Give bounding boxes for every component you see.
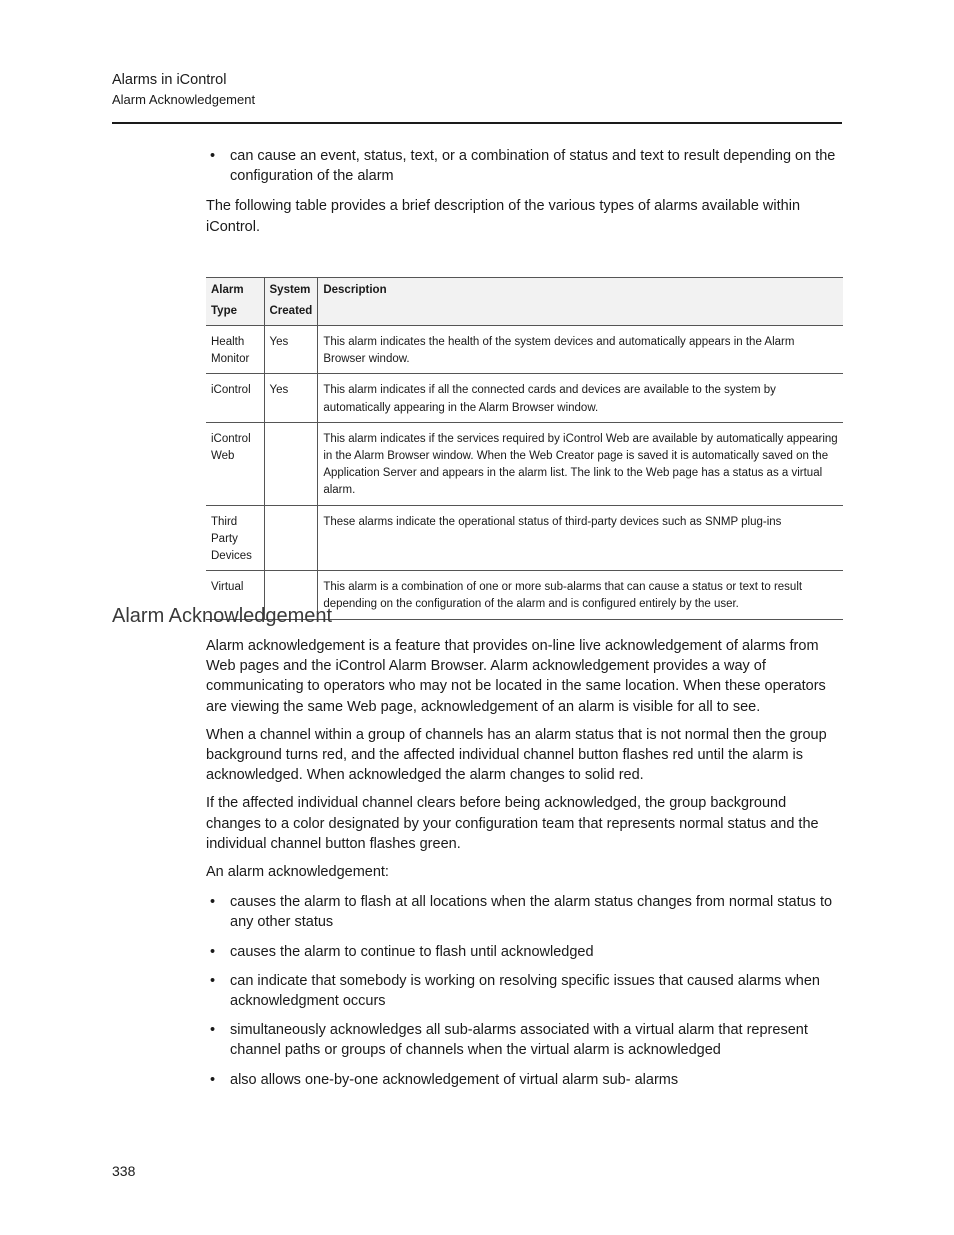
column-header-alarm-type: Alarm Type [211, 284, 244, 317]
bullet-text: can cause an event, status, text, or a combination of status and text to result depending on the configuration of the alarm [230, 148, 836, 185]
bullet-icon: • [210, 1071, 216, 1088]
acknowledgement-bullet-list [206, 892, 843, 1090]
cell-description: These alarms indicate the operational status of third-party devices such as SNMP plug-ins [318, 505, 843, 571]
cell-description: This alarm is a combination of one or more sub-alarms that can cause a status or text to result depending on the configuration of the alarm and is configured entirely by the user. [318, 571, 843, 619]
section-title: Alarm Acknowledgement [112, 92, 256, 107]
body-paragraph: When a channel within a group of channels has an alarm status that is not normal then the group background turns red, and the affected individual channel button flashes red until the alarm is acknowledged. When acknowledged the alarm changes to solid red. [206, 726, 827, 784]
cell-system-created [264, 505, 318, 571]
table-row [206, 422, 843, 505]
bullet-icon: • [210, 148, 216, 164]
running-header [112, 70, 255, 109]
cell-alarm-type: Virtual [211, 581, 244, 594]
list-item [206, 1070, 843, 1090]
cell-alarm-type: iControl Web [211, 432, 251, 463]
body-paragraph: If the affected individual channel clears before being acknowledged, the group background changes to a color designated by your configuration team that represents normal status and the individual channel button flashes green. [206, 795, 819, 852]
list-item [206, 146, 843, 186]
cell-system-created: Yes [264, 326, 318, 374]
cell-alarm-type: Health Monitor [211, 336, 250, 366]
list-item [206, 942, 843, 962]
body-paragraph: Alarm acknowledgement is a feature that provides on-line live acknowledgement of alarms from Web pages and the iControl Alarm Browser. Alarm acknowledgement provides a way of communicating to operators who may not be located in the same location. When these operators are viewing the same Web page, acknowledgement of an alarm is visible for all to see. [206, 638, 826, 715]
bullet-icon: • [210, 894, 216, 911]
cell-description: This alarm indicates the health of the system devices and automatically appears in the Alarm Browser window. [318, 326, 843, 374]
header-divider [112, 122, 842, 124]
cell-alarm-type: Third Party Devices [211, 515, 252, 563]
cell-alarm-type: iControl [211, 384, 251, 397]
bullet-icon: • [210, 972, 216, 989]
section-body [206, 636, 843, 1090]
cell-description: This alarm indicates if the services required by iControl Web are available by automatically appearing in the Alarm Browser window. When the Web Creator page is saved it is automatically saved on the Application Server and appears in the alarm list. The link to the Web page has a status as a virtual alarm. [318, 422, 843, 505]
body-paragraph: An alarm acknowledgement: [206, 864, 389, 881]
bullet-text: causes the alarm to flash at all locations when the alarm status changes from normal status to any other status [230, 894, 833, 931]
table-row [206, 374, 843, 422]
chapter-title: Alarms in iControl [112, 72, 227, 88]
table-row [206, 505, 843, 571]
cell-system-created: Yes [264, 374, 318, 422]
table-header-row [206, 278, 843, 326]
bullet-text: causes the alarm to continue to flash until acknowledged [230, 943, 594, 960]
column-header-system-created: System Created [264, 278, 318, 326]
intro-bullet-list [206, 146, 843, 186]
bullet-text: simultaneously acknowledges all sub-alarms associated with a virtual alarm that represent channel paths or groups of channels when the virtual alarm is acknowledged [230, 1022, 808, 1059]
list-item [206, 892, 843, 932]
bullet-text: also allows one-by-one acknowledgement of virtual alarm sub- alarms [230, 1071, 679, 1088]
list-item [206, 971, 843, 1011]
bullet-text: can indicate that somebody is working on resolving specific issues that caused alarms when acknowledgment occurs [230, 972, 820, 1010]
page-number: 338 [112, 1163, 136, 1179]
cell-system-created [264, 422, 318, 505]
section-heading: Alarm Acknowledgement [112, 605, 333, 627]
list-item [206, 1020, 843, 1060]
intro-paragraph: The following table provides a brief description of the various types of alarms available within iControl. [206, 198, 801, 235]
alarm-types-table [206, 277, 843, 620]
table-row [206, 326, 843, 374]
bullet-icon: • [210, 1022, 216, 1039]
cell-description: This alarm indicates if all the connected cards and devices are available to the system by automatically appearing in the Alarm Browser window. [318, 374, 843, 422]
column-header-description: Description [318, 278, 843, 326]
bullet-icon: • [210, 943, 216, 960]
intro-block [206, 146, 843, 237]
